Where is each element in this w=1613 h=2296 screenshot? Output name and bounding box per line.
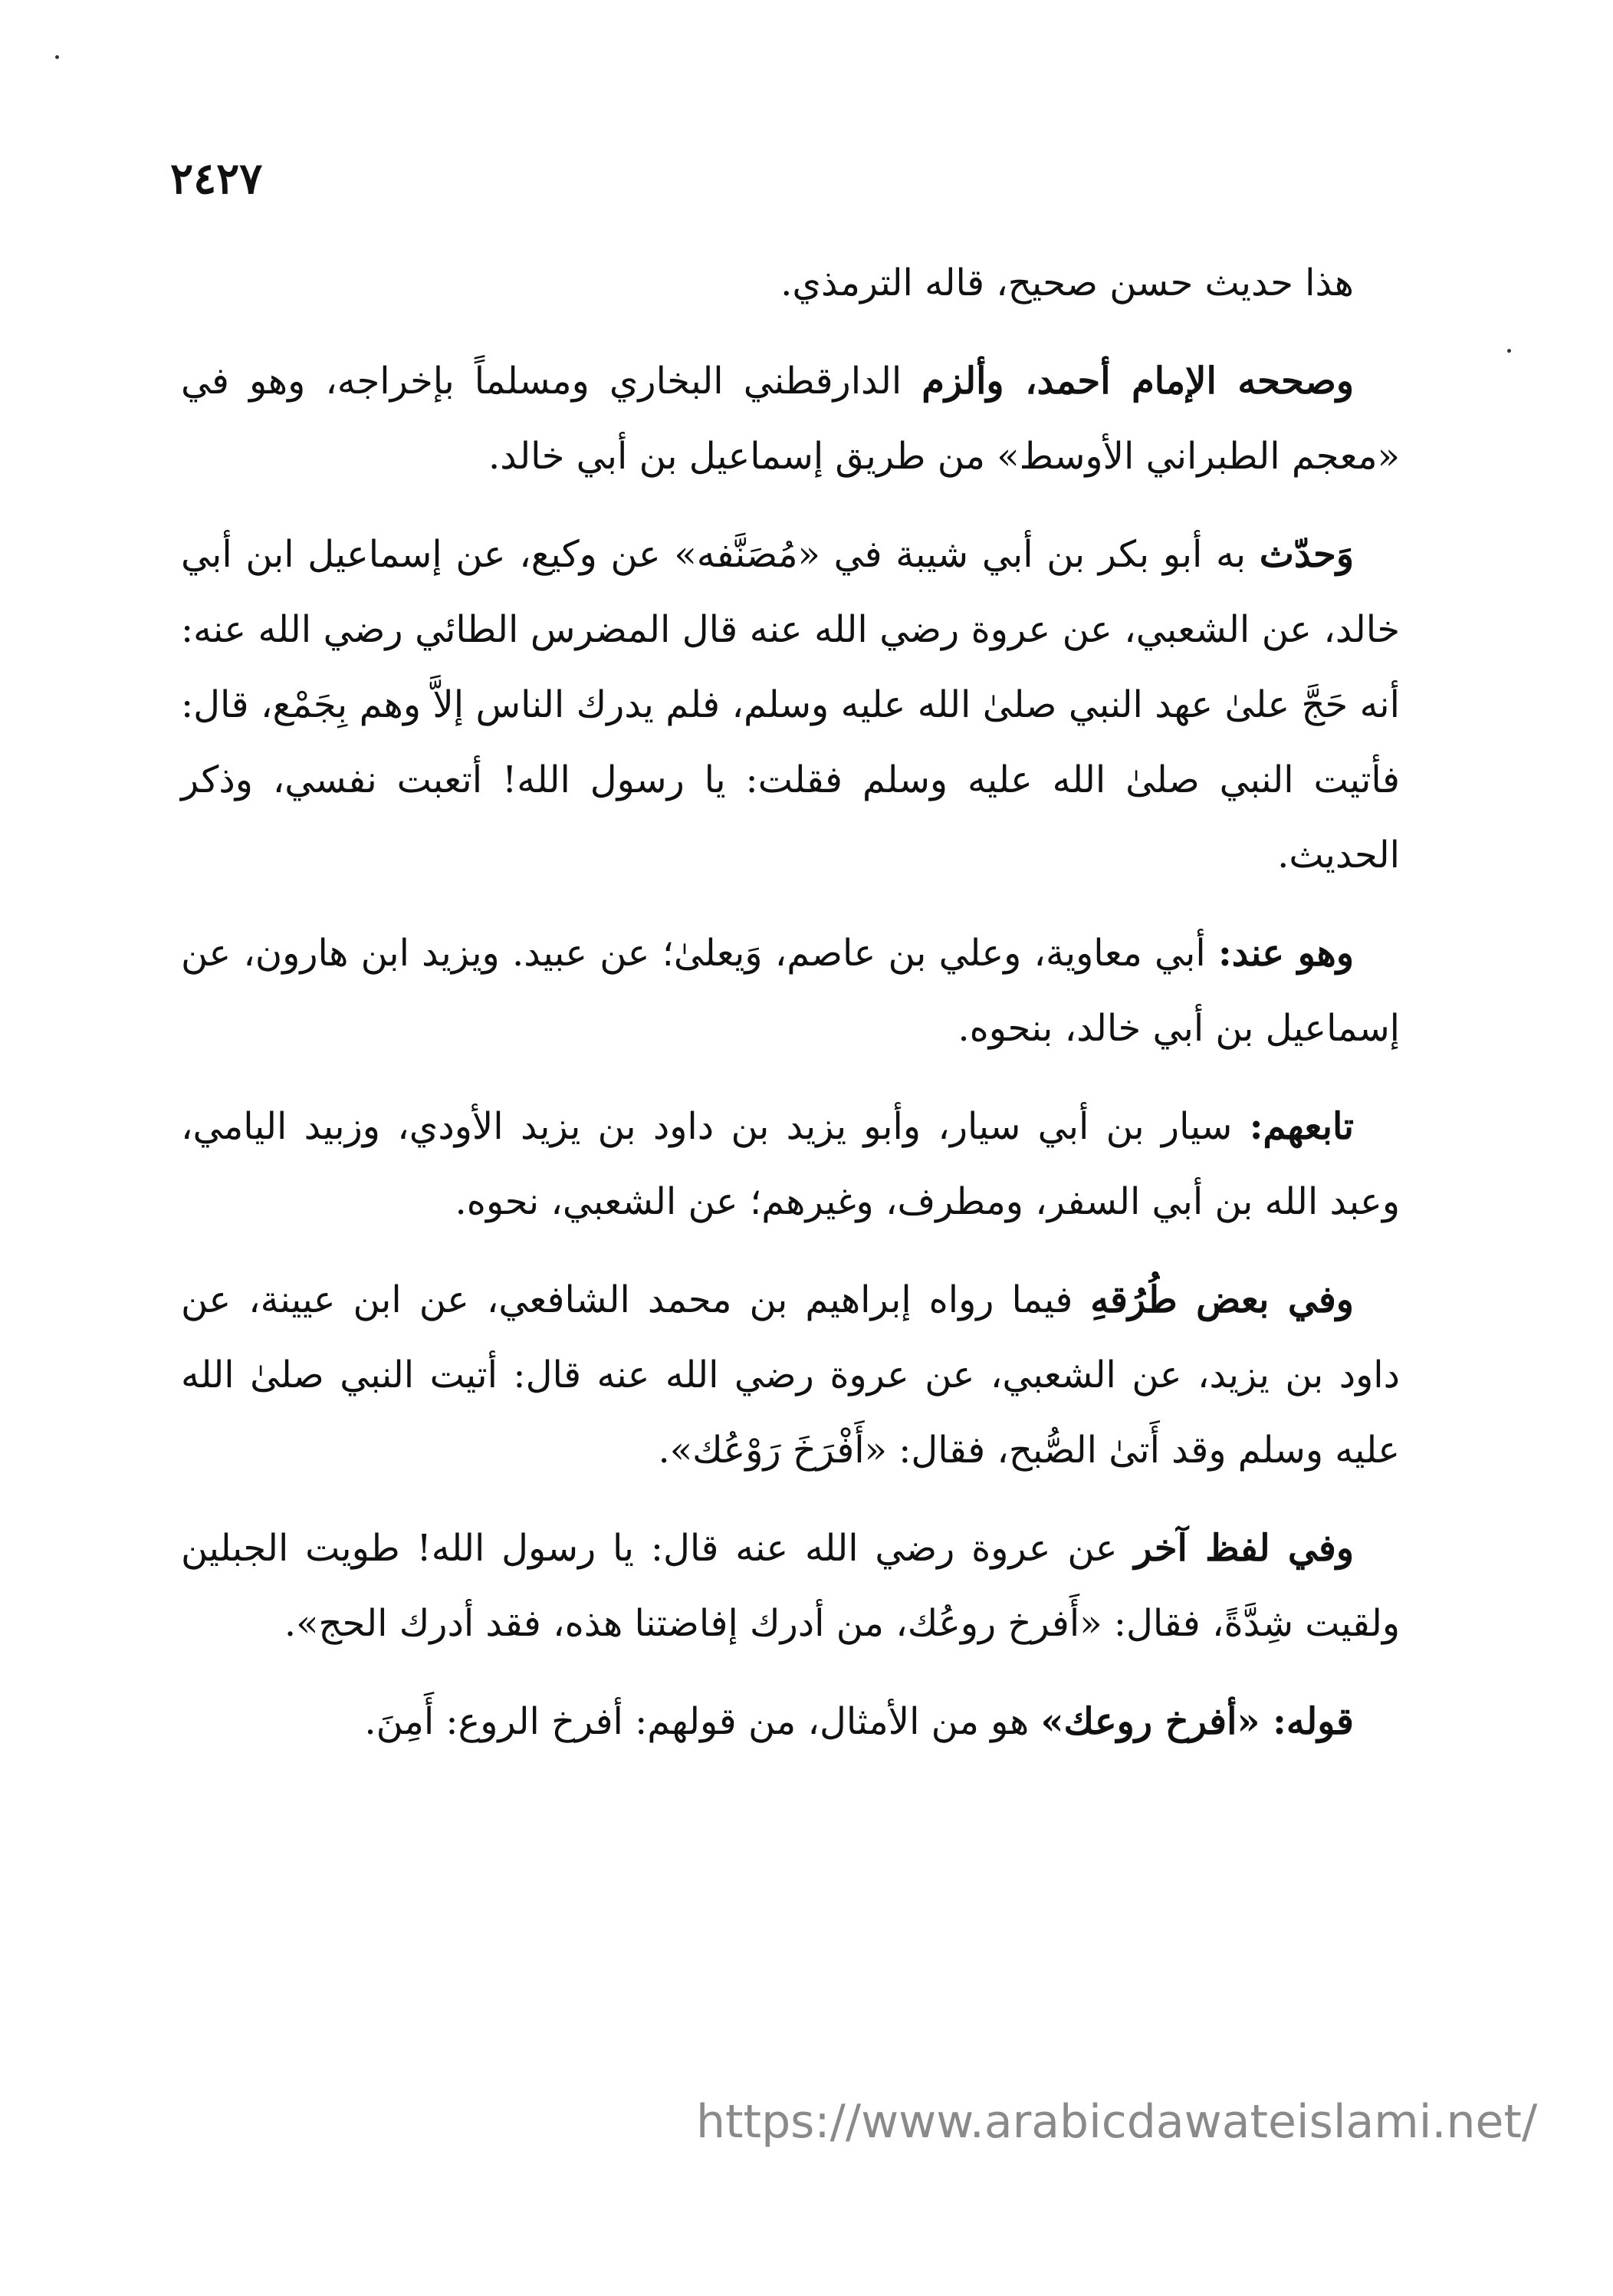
- paragraph-8: [181, 1684, 1400, 1759]
- paragraph-text: هو من الأمثال، من قولهم: أفرخ الروع: أَمِنَ.: [364, 1700, 1041, 1743]
- paragraph-text: الدارقطني البخاري ومسلماً بإخراجه، وهو في «معجم الطبراني الأوسط» من طريق إسماعيل بن أبي خالد.: [181, 360, 1400, 478]
- paragraph-text: به أبو بكر بن أبي شيبة في «مُصَنَّفه» عن وكيع، عن إسماعيل ابن أبي خالد، عن الشعبي، عن عروة رضي الله عنه قال المضرس الطائي رضي الله عنه: أنه حَجَّ علىٰ عهد النبي صلىٰ الله عليه وسلم، فلم يدرك الناس إلاَّ وهم بِجَمْع، قال: فأتيت النبي صلىٰ الله عليه وسلم فقلت: يا رسول الله! أتعبت نفسي، وذكر الحديث.: [181, 533, 1401, 877]
- paragraph-lead: وصححه الإمام أحمد، وألزم: [921, 360, 1355, 403]
- body-text: [181, 245, 1400, 1759]
- paragraph-3: [181, 517, 1400, 893]
- paragraph-6: [181, 1262, 1400, 1488]
- paragraph-1: [181, 245, 1400, 321]
- paragraph-lead: وفي لفظ آخر: [1134, 1527, 1355, 1570]
- paragraph-5: [181, 1089, 1400, 1239]
- paragraph-lead: وَحدّث: [1259, 533, 1354, 576]
- scan-speck: [55, 55, 59, 59]
- paragraph-lead: وهو عند:: [1217, 932, 1354, 975]
- paragraph-text: هذا حديث حسن صحيح، قاله الترمذي.: [780, 262, 1354, 304]
- page-number: ٢٤٢٧: [170, 153, 263, 204]
- paragraph-2: [181, 344, 1400, 494]
- paragraph-7: [181, 1511, 1400, 1661]
- paragraph-lead: قوله: «أفرخ روعك»: [1040, 1700, 1354, 1743]
- paragraph-lead: وفي بعض طُرُقهِ: [1090, 1278, 1354, 1321]
- paragraph-lead: تابعهم:: [1249, 1105, 1354, 1148]
- paragraph-text: أبي معاوية، وعلي بن عاصم، وَيعلىٰ؛ عن عبيد. ويزيد ابن هارون، عن إسماعيل بن أبي خالد، بنحوه.: [181, 932, 1400, 1050]
- watermark-url: https://www.arabicdawateislami.net/: [696, 2095, 1538, 2149]
- paragraph-text: عن عروة رضي الله عنه قال: يا رسول الله! طويت الجبلين ولقيت شِدَّةً، فقال: «أَفرخ روعُك، من أدرك إفاضتنا هذه، فقد أدرك الحج».: [181, 1527, 1400, 1645]
- scan-speck: [1507, 349, 1511, 353]
- paragraph-text: فيما رواه إبراهيم بن محمد الشافعي، عن ابن عيينة، عن داود بن يزيد، عن الشعبي، عن عروة رضي الله عنه قال: أتيت النبي صلىٰ الله عليه وسلم وقد أَتىٰ الصُّبح، فقال: «أَفْرَخَ رَوْعُك».: [181, 1278, 1400, 1472]
- paragraph-text: سيار بن أبي سيار، وأبو يزيد بن داود بن يزيد الأودي، وزبيد اليامي، وعبد الله بن أبي السفر، ومطرف، وغيرهم؛ عن الشعبي، نحوه.: [181, 1105, 1400, 1223]
- paragraph-4: [181, 916, 1400, 1066]
